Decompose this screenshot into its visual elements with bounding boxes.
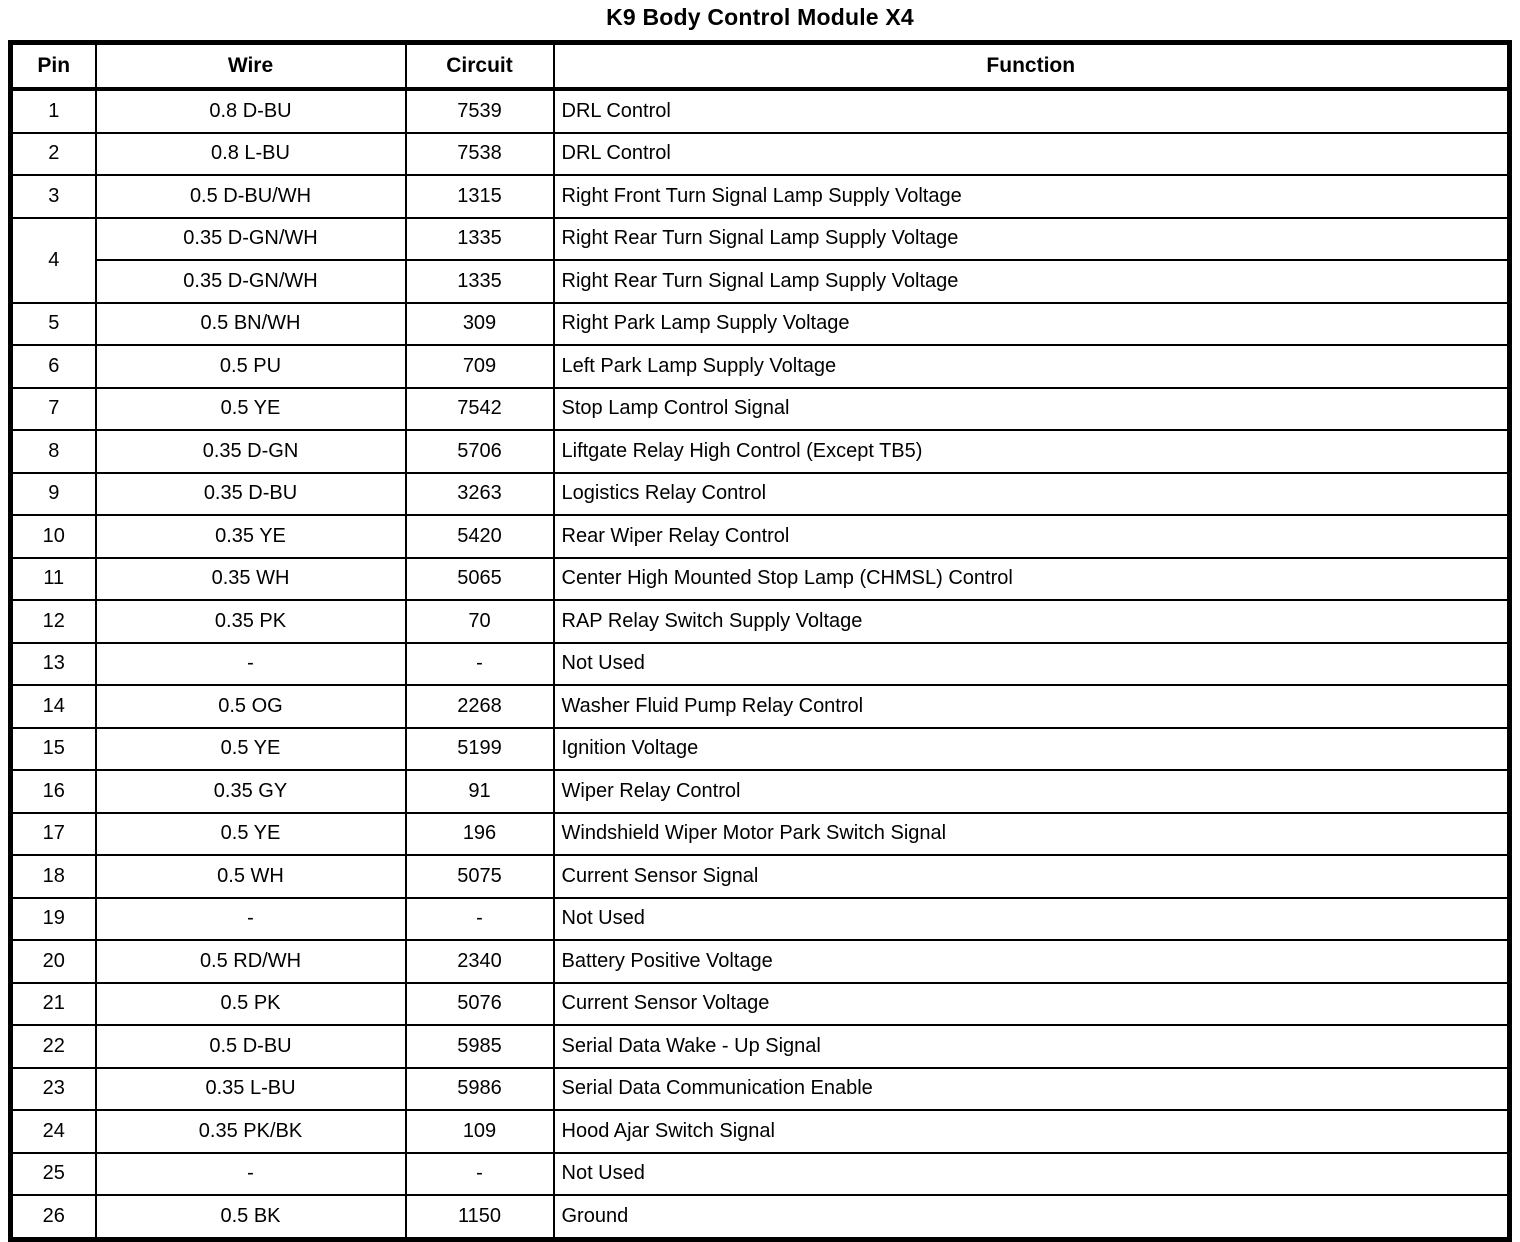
pin-cell: 2 [11,133,96,176]
wire-cell: 0.5 BN/WH [96,303,406,346]
circuit-cell: 5706 [406,430,554,473]
table-row [11,515,1510,558]
function-cell: Rear Wiper Relay Control [554,515,1510,558]
wire-cell: 0.35 PK/BK [96,1110,406,1153]
function-cell: DRL Control [554,133,1510,176]
column-header-wire: Wire [96,43,406,90]
wire-cell: 0.35 D-GN [96,430,406,473]
circuit-cell: 1150 [406,1195,554,1239]
table-row [11,728,1510,771]
wire-cell: 0.5 BK [96,1195,406,1239]
wire-cell: 0.35 PK [96,600,406,643]
circuit-cell: 709 [406,345,554,388]
wire-cell: 0.5 WH [96,855,406,898]
circuit-cell: 70 [406,600,554,643]
table-row [11,940,1510,983]
wire-cell: 0.35 D-GN/WH [96,218,406,261]
function-cell: Battery Positive Voltage [554,940,1510,983]
wire-cell: 0.35 D-BU [96,473,406,516]
function-cell: Windshield Wiper Motor Park Switch Signal [554,813,1510,856]
pin-cell: 16 [11,770,96,813]
table-row [11,1153,1510,1196]
wire-cell: - [96,1153,406,1196]
pin-cell: 22 [11,1025,96,1068]
pin-cell: 23 [11,1068,96,1111]
wire-cell: 0.5 PK [96,983,406,1026]
circuit-cell: - [406,898,554,941]
function-cell: Right Rear Turn Signal Lamp Supply Voltage [554,218,1510,261]
pin-cell: 26 [11,1195,96,1239]
circuit-cell: 3263 [406,473,554,516]
wire-cell: 0.5 YE [96,728,406,771]
column-header-function: Function [554,43,1510,90]
table-row [11,388,1510,431]
circuit-cell: 5076 [406,983,554,1026]
pinout-table [8,40,1512,1242]
function-cell: Serial Data Wake - Up Signal [554,1025,1510,1068]
circuit-cell: 5199 [406,728,554,771]
circuit-cell: - [406,643,554,686]
circuit-cell: 1335 [406,260,554,303]
circuit-cell: 5065 [406,558,554,601]
pin-cell: 17 [11,813,96,856]
table-row [11,813,1510,856]
function-cell: Washer Fluid Pump Relay Control [554,685,1510,728]
wire-cell: 0.35 YE [96,515,406,558]
table-row [11,1195,1510,1239]
function-cell: Right Front Turn Signal Lamp Supply Voltage [554,175,1510,218]
table-row [11,558,1510,601]
table-row [11,898,1510,941]
function-cell: RAP Relay Switch Supply Voltage [554,600,1510,643]
function-cell: Not Used [554,1153,1510,1196]
column-header-pin: Pin [11,43,96,90]
wire-cell: - [96,898,406,941]
function-cell: Center High Mounted Stop Lamp (CHMSL) Control [554,558,1510,601]
table-row [11,983,1510,1026]
pin-cell: 6 [11,345,96,388]
function-cell: Liftgate Relay High Control (Except TB5) [554,430,1510,473]
pin-cell: 4 [11,218,96,303]
circuit-cell: 5075 [406,855,554,898]
circuit-cell: 2340 [406,940,554,983]
wire-cell: 0.35 D-GN/WH [96,260,406,303]
circuit-cell: 2268 [406,685,554,728]
table-row [11,1110,1510,1153]
table-row [11,685,1510,728]
table-row [11,89,1510,133]
column-header-circuit: Circuit [406,43,554,90]
circuit-cell: 5420 [406,515,554,558]
circuit-cell: - [406,1153,554,1196]
circuit-cell: 1315 [406,175,554,218]
pin-cell: 25 [11,1153,96,1196]
circuit-cell: 7539 [406,89,554,133]
wire-cell: 0.8 L-BU [96,133,406,176]
pin-cell: 11 [11,558,96,601]
pin-cell: 21 [11,983,96,1026]
function-cell: Current Sensor Voltage [554,983,1510,1026]
function-cell: DRL Control [554,89,1510,133]
function-cell: Hood Ajar Switch Signal [554,1110,1510,1153]
wire-cell: 0.5 YE [96,813,406,856]
function-cell: Not Used [554,898,1510,941]
wire-cell: 0.5 RD/WH [96,940,406,983]
pin-cell: 12 [11,600,96,643]
circuit-cell: 7538 [406,133,554,176]
table-row [11,175,1510,218]
function-cell: Left Park Lamp Supply Voltage [554,345,1510,388]
pin-cell: 15 [11,728,96,771]
table-row [11,1068,1510,1111]
circuit-cell: 196 [406,813,554,856]
pin-cell: 20 [11,940,96,983]
wire-cell: 0.35 GY [96,770,406,813]
wire-cell: 0.35 WH [96,558,406,601]
function-cell: Right Park Lamp Supply Voltage [554,303,1510,346]
function-cell: Wiper Relay Control [554,770,1510,813]
pin-cell: 5 [11,303,96,346]
table-row [11,770,1510,813]
table-row [11,345,1510,388]
table-row [11,303,1510,346]
pin-cell: 24 [11,1110,96,1153]
circuit-cell: 5985 [406,1025,554,1068]
circuit-cell: 5986 [406,1068,554,1111]
wire-cell: 0.8 D-BU [96,89,406,133]
table-row [11,855,1510,898]
pin-cell: 13 [11,643,96,686]
circuit-cell: 1335 [406,218,554,261]
circuit-cell: 7542 [406,388,554,431]
wire-cell: 0.5 OG [96,685,406,728]
function-cell: Not Used [554,643,1510,686]
wire-cell: 0.5 D-BU/WH [96,175,406,218]
page-title: K9 Body Control Module X4 [606,4,914,30]
pin-cell: 8 [11,430,96,473]
function-cell: Ignition Voltage [554,728,1510,771]
pin-cell: 1 [11,89,96,133]
table-row [11,643,1510,686]
function-cell: Stop Lamp Control Signal [554,388,1510,431]
table-row [11,218,1510,261]
pin-cell: 19 [11,898,96,941]
pin-cell: 18 [11,855,96,898]
table-row [11,473,1510,516]
pin-cell: 7 [11,388,96,431]
function-cell: Current Sensor Signal [554,855,1510,898]
table-header-row [11,43,1510,90]
circuit-cell: 109 [406,1110,554,1153]
pin-cell: 14 [11,685,96,728]
function-cell: Logistics Relay Control [554,473,1510,516]
wire-cell: 0.35 L-BU [96,1068,406,1111]
circuit-cell: 309 [406,303,554,346]
wire-cell: 0.5 YE [96,388,406,431]
table-row [11,430,1510,473]
table-row [11,260,1510,303]
function-cell: Ground [554,1195,1510,1239]
pinout-table-body [11,89,1510,1239]
table-row [11,600,1510,643]
table-row [11,133,1510,176]
function-cell: Right Rear Turn Signal Lamp Supply Voltage [554,260,1510,303]
pin-cell: 3 [11,175,96,218]
pin-cell: 10 [11,515,96,558]
function-cell: Serial Data Communication Enable [554,1068,1510,1111]
circuit-cell: 91 [406,770,554,813]
wire-cell: 0.5 D-BU [96,1025,406,1068]
wire-cell: 0.5 PU [96,345,406,388]
wire-cell: - [96,643,406,686]
pin-cell: 9 [11,473,96,516]
table-row [11,1025,1510,1068]
